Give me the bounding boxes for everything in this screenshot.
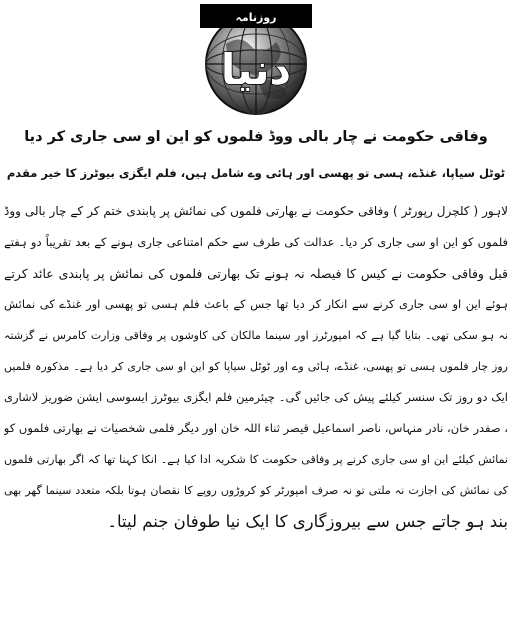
article-body	[4, 196, 508, 537]
article-line: فلموں کو این او سی جاری کر دیا۔ عدالت کی طرف سے حکم امتناعی جاری ہونے کے بعد تقریباً دو ہفتے	[4, 235, 508, 249]
logo-subtext: روزنامہ	[235, 11, 277, 24]
logo-text: دنیا	[220, 45, 292, 94]
newspaper-logo	[196, 4, 316, 118]
article-line: روز چار فلموں ہسی تو پھسی، غنڈے، ہائی وے اور ٹوٹل سیاپا کو این او سی جاری کر دیا ہے۔ مذکورہ فلمیں	[4, 360, 508, 373]
article-line: ہوئے این او سی جاری کرنے سے انکار کر دیا تھا جس کے باعث فلم ہسی تو پھسی اور غنڈے کی نمائش	[4, 297, 508, 311]
globe-icon	[196, 4, 316, 118]
headline: وفاقی حکومت نے چار بالی ووڈ فلموں کو این او سی جاری کر دیا	[24, 129, 488, 145]
article-line: نہ ہو سکی تھی۔ بتایا گیا ہے کہ امپورٹرز اور سینما مالکان کی کاوشوں پر وفاقی وزارت کامرس نے گزشتہ	[4, 329, 508, 342]
subheadline: ٹوٹل سیاپا، غنڈے، ہسی تو پھسی اور ہائی وے شامل ہیں، فلم ایگزی بیوٹرز کا خیر مقدم	[6, 166, 506, 180]
article-line: نمائش کیلئے این او سی جاری کرنے پر وفاقی حکومت کا شکریہ ادا کیا ہے۔ انکا کہنا تھا کہ اگر بھارتی فلموں	[4, 453, 508, 466]
article-line: ایک دو روز تک سنسر کیلئے پیش کی جائیں گی۔ چیئرمین فلم ایگزی بیوٹرز ایسوسی ایشن ضوریز لاشاری	[4, 390, 508, 404]
article-line: قبل وفاقی حکومت نے کیس کا فیصلہ نہ ہونے تک بھارتی فلموں کی نمائش پر پابندی عائد کرتے	[4, 266, 508, 281]
article-line: لاہور ( کلچرل رپورٹر ) وفاقی حکومت نے بھارتی فلموں کی نمائش پر پابندی ختم کر کے چار بالی ووڈ	[4, 204, 508, 218]
article-line: بند ہو جاتے جس سے بیروزگاری کا ایک نیا طوفان جنم لیتا۔	[107, 512, 508, 531]
article-line: ، صفدر خان، نادر منہاس، ناصر اسماعیل قیصر ثناء اللہ خان اور دیگر فلمی شخصیات نے بھارتی فلموں کو	[4, 421, 508, 435]
article-line: کی نمائش کی اجازت نہ ملتی تو نہ صرف امپورٹر کو کروڑوں روپے کا نقصان ہوتا بلکہ متعدد سینما گھر بھی	[4, 484, 508, 497]
